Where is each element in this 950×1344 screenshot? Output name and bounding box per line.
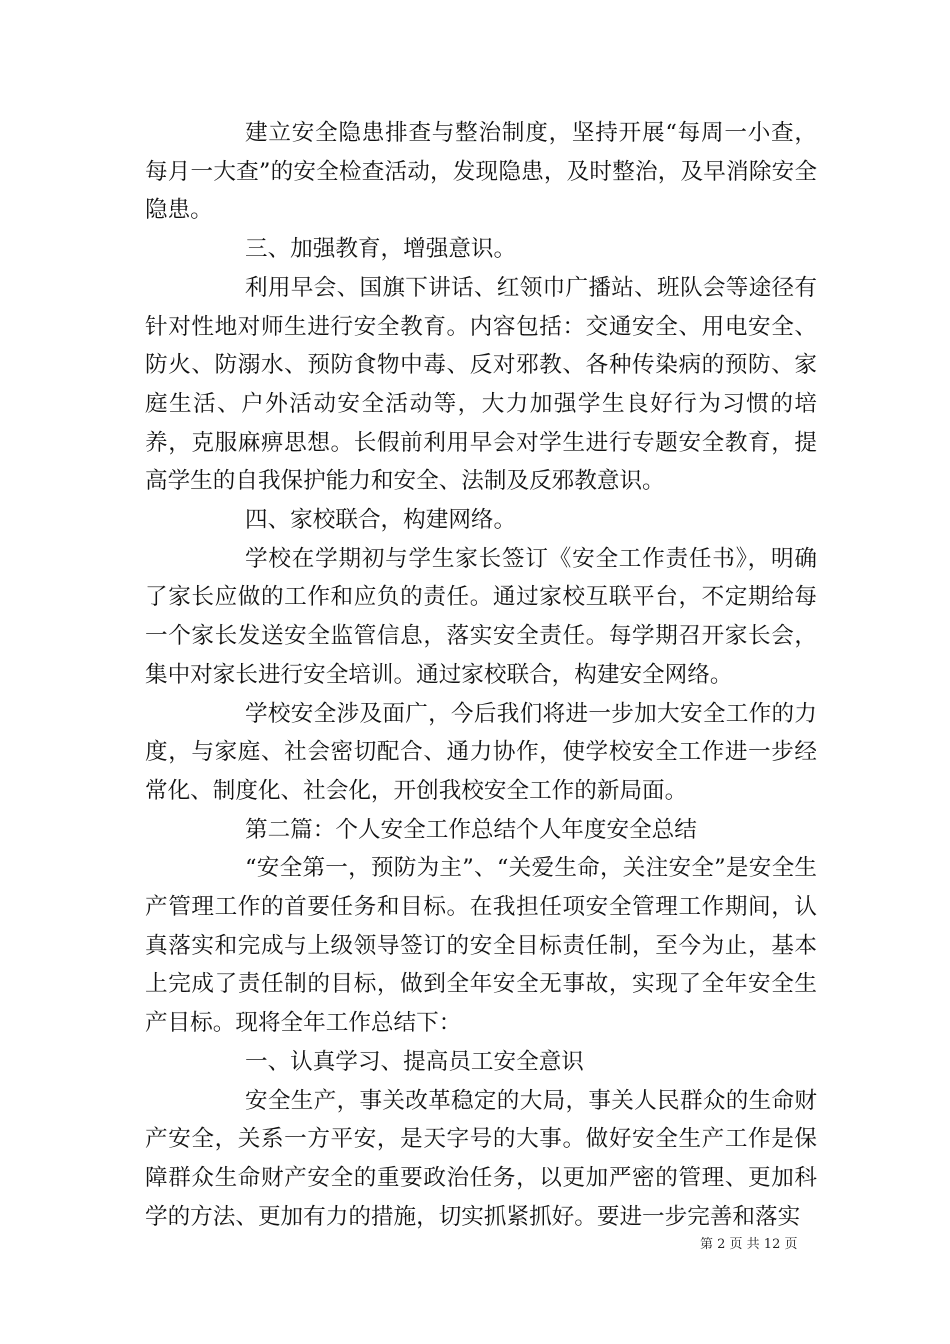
paragraph-hazard-inspection: 建立安全隐患排查与整治制度，坚持开展“每周一小查，每月一大查”的安全检查活动，发现隐患，及时整治，及早消除安全隐患。 — [145, 120, 817, 224]
heading-second-article: 第二篇：个人安全工作总结个人年度安全总结 — [245, 816, 697, 843]
page-number-footer: 第 2 页 共 12 页 — [700, 1237, 798, 1252]
paragraph-parent-responsibility: 学校在学期初与学生家长签订《安全工作责任书》，明确了家长应做的工作和应负的责任。通过家校互联平台，不定期给每一个家长发送安全监管信息，落实安全责任。每学期召开家长会，集中对家长进行安全培训。通过家校联合，构建安全网络。 — [145, 545, 817, 688]
paragraph-production-safety: 安全生产，事关改革稳定的大局，事关人民群众的生命财产安全，关系一方平安，是天字号的大事。做好安全生产工作是保障群众生命财产安全的重要政治任务，以更加严密的管理、更加科学的方法、更加有力的措施，切实抓紧抓好。要进一步完善和落实 — [145, 1087, 817, 1230]
heading-strengthen-education: 三、加强教育，增强意识。 — [245, 236, 517, 263]
heading-home-school-network: 四、家校联合，构建网络。 — [245, 507, 517, 534]
paragraph-safety-first: “安全第一，预防为主”、“关爱生命，关注安全”是安全生产管理工作的首要任务和目标。在我担任项安全管理工作期间，认真落实和完成与上级领导签订的安全目标责任制，至今为止，基本上完成了责任制的目标，做到全年安全无事故，实现了全年安全生产目标。现将全年工作总结下： — [145, 855, 817, 1037]
paragraph-safety-education: 利用早会、国旗下讲话、红领巾广播站、班队会等途径有针对性地对师生进行安全教育。内容包括：交通安全、用电安全、防火、防溺水、预防食物中毒、反对邪教、各种传染病的预防、家庭生活、户外活动安全活动等，大力加强学生良好行为习惯的培养，克服麻痹思想。长假前利用早会对学生进行专题安全教育，提高学生的自我保护能力和安全、法制及反邪教意识。 — [145, 274, 817, 495]
heading-study-awareness: 一、认真学习、提高员工安全意识 — [245, 1048, 584, 1075]
paragraph-future-work: 学校安全涉及面广，今后我们将进一步加大安全工作的力度，与家庭、社会密切配合、通力协作，使学校安全工作进一步经常化、制度化、社会化，开创我校安全工作的新局面。 — [145, 700, 817, 804]
document-body — [145, 114, 817, 1236]
